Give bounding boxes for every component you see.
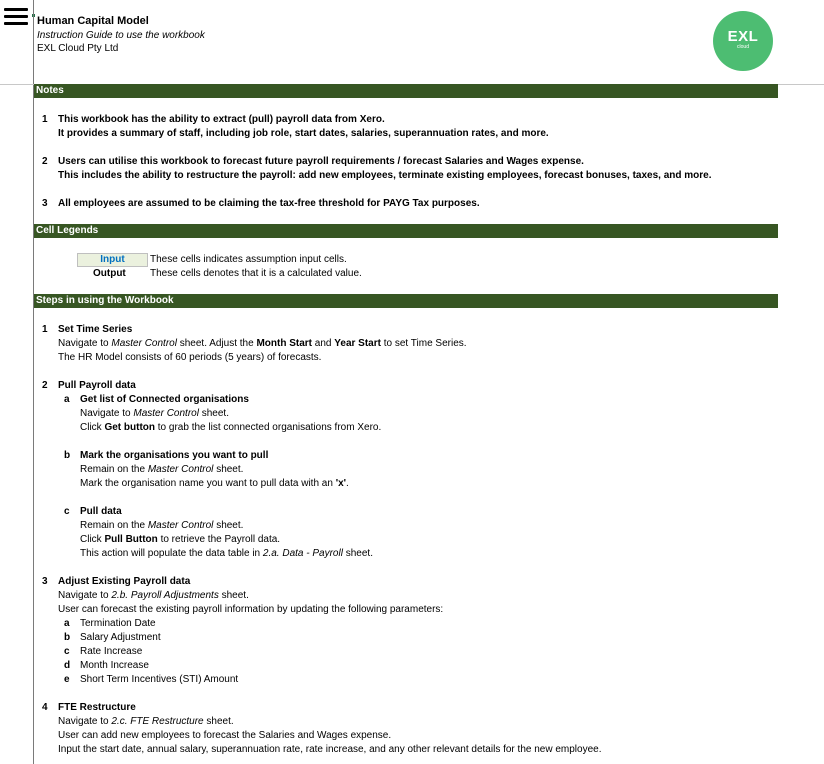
sheet-reference: 2.a. Data - Payroll xyxy=(262,548,343,559)
step-number: 4 xyxy=(42,702,48,713)
sheet-reference: Master Control xyxy=(133,408,199,419)
param-letter: d xyxy=(64,660,71,671)
company-name: EXL Cloud Pty Ltd xyxy=(37,43,119,54)
step-number: 1 xyxy=(42,324,48,335)
hamburger-menu-icon[interactable] xyxy=(4,8,28,26)
output-legend-description: These cells denotes that it is a calculated value. xyxy=(150,268,362,279)
step-number: 2 xyxy=(42,380,48,391)
step-title: FTE Restructure xyxy=(58,702,136,713)
sheet-reference: Master Control xyxy=(111,338,177,349)
cell-legends-heading: Cell Legends xyxy=(34,224,778,238)
workbook-title: Human Capital Model xyxy=(37,15,149,27)
step-instruction: Mark the organisation name you want to pull data with an 'x'. xyxy=(80,478,349,489)
sheet-reference: 2.c. FTE Restructure xyxy=(111,716,204,727)
step-instruction: User can forecast the existing payroll information by updating the following parameters: xyxy=(58,604,444,615)
step-instruction: Click Pull Button to retrieve the Payroll data. xyxy=(80,534,281,545)
step-instruction: Navigate to 2.b. Payroll Adjustments sheet. xyxy=(58,590,249,601)
param-label: Rate Increase xyxy=(80,646,143,657)
step-instruction: Navigate to 2.c. FTE Restructure sheet. xyxy=(58,716,234,727)
step-title: Set Time Series xyxy=(58,324,133,335)
substep-letter: b xyxy=(64,450,71,461)
logo-subtext: cloud xyxy=(737,44,749,50)
substep-title: Mark the organisations you want to pull xyxy=(80,450,269,461)
step-instruction: Navigate to Master Control sheet. Adjust the Month Start and Year Start to set Time Series. xyxy=(58,338,467,349)
step-instruction: This action will populate the data table in 2.a. Data - Payroll sheet. xyxy=(80,548,373,559)
note-text: It provides a summary of staff, including job role, start dates, salaries, superannuation rates, and more. xyxy=(58,128,549,139)
param-letter: a xyxy=(64,618,70,629)
param-label: Short Term Incentives (STI) Amount xyxy=(80,674,239,685)
substep-title: Get list of Connected organisations xyxy=(80,394,249,405)
steps-heading: Steps in using the Workbook xyxy=(34,294,778,308)
note-text: This workbook has the ability to extract (pull) payroll data from Xero. xyxy=(58,114,385,125)
param-label: Month Increase xyxy=(80,660,149,671)
sheet-reference: 2.b. Payroll Adjustments xyxy=(111,590,219,601)
sheet-reference: Master Control xyxy=(147,520,214,531)
param-letter: b xyxy=(64,632,71,643)
note-number: 3 xyxy=(42,198,48,209)
step-instruction: Click Get button to grab the list connected organisations from Xero. xyxy=(80,422,382,433)
step-instruction: Remain on the Master Control sheet. xyxy=(80,520,244,531)
logo-text: EXL xyxy=(727,28,759,45)
param-label: Salary Adjustment xyxy=(80,632,161,643)
workbook-subtitle: Instruction Guide to use the workbook xyxy=(37,30,205,41)
notes-heading: Notes xyxy=(34,84,778,98)
step-instruction: Remain on the Master Control sheet. xyxy=(80,464,244,475)
column-divider xyxy=(33,0,34,764)
input-legend-description: These cells indicates assumption input cells. xyxy=(150,254,347,265)
note-text: Users can utilise this workbook to forecast future payroll requirements / forecast Salaries and Wages expense. xyxy=(58,156,584,167)
substep-letter: a xyxy=(64,394,70,405)
exl-cloud-logo xyxy=(713,11,773,71)
step-title: Pull Payroll data xyxy=(58,380,136,391)
note-number: 1 xyxy=(42,114,48,125)
param-letter: e xyxy=(64,674,70,685)
step-instruction: Input the start date, annual salary, superannuation rate, rate increase, and any other relevant details for the new employee. xyxy=(58,744,602,755)
substep-title: Pull data xyxy=(80,506,122,517)
param-label: Termination Date xyxy=(80,618,156,629)
step-instruction: Navigate to Master Control sheet. xyxy=(80,408,229,419)
step-title: Adjust Existing Payroll data xyxy=(58,576,191,587)
step-instruction: The HR Model consists of 60 periods (5 years) of forecasts. xyxy=(58,352,322,363)
param-letter: c xyxy=(64,646,70,657)
step-number: 3 xyxy=(42,576,48,587)
substep-letter: c xyxy=(64,506,70,517)
sheet-reference: Master Control xyxy=(147,464,214,475)
step-instruction: User can add new employees to forecast the Salaries and Wages expense. xyxy=(58,730,392,741)
output-legend-cell: Output xyxy=(93,268,126,279)
note-number: 2 xyxy=(42,156,48,167)
note-text: This includes the ability to restructure the payroll: add new employees, terminate existing employees, forecast bonuses, taxes, and more. xyxy=(58,170,712,181)
input-legend-cell[interactable]: Input xyxy=(77,253,148,267)
note-text: All employees are assumed to be claiming the tax-free threshold for PAYG Tax purposes. xyxy=(58,198,480,209)
